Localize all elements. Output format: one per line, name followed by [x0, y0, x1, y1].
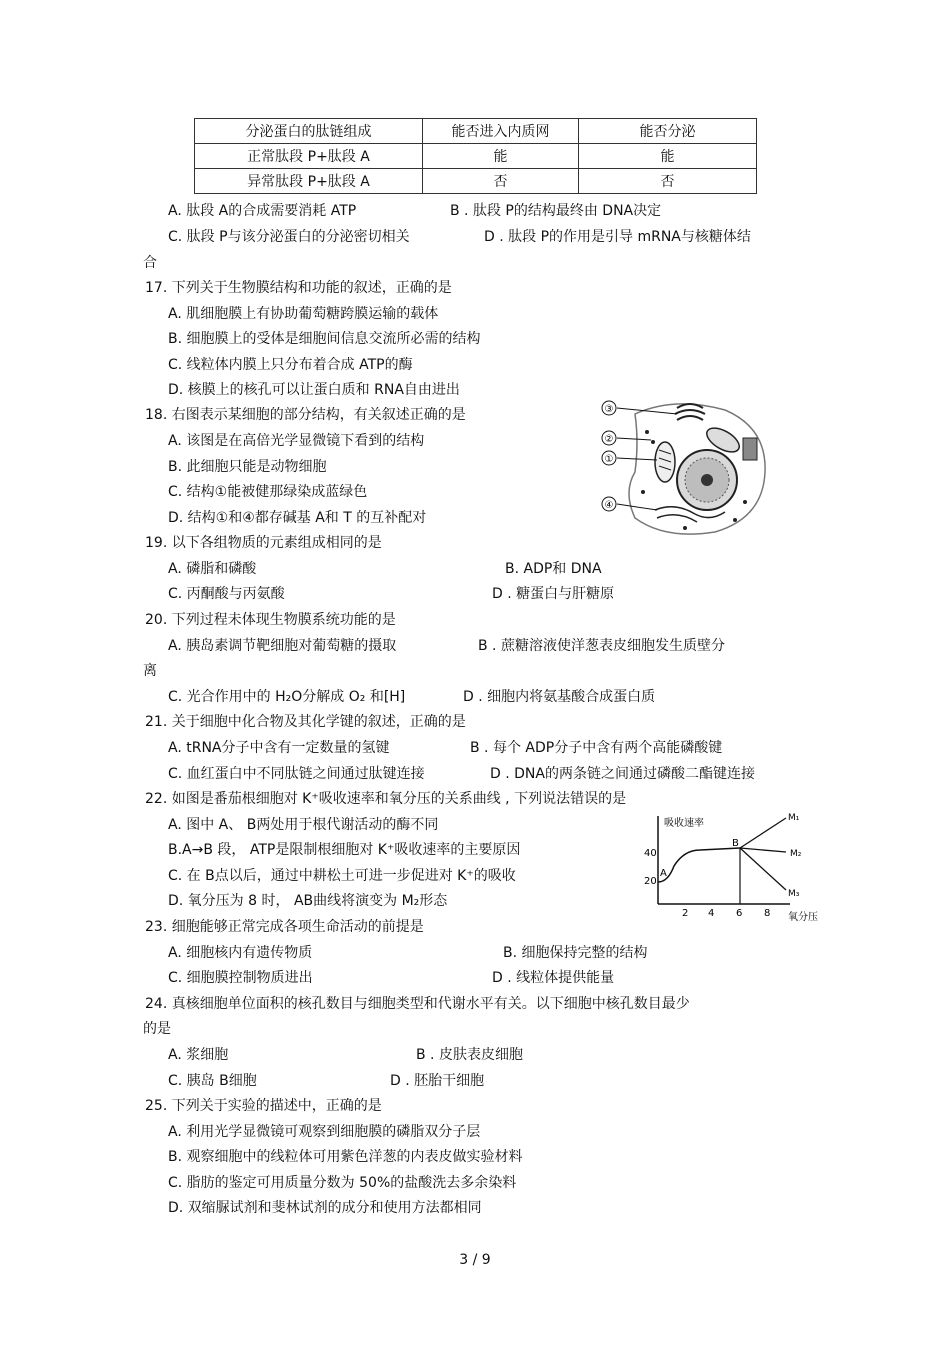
q19-option-a: A. 磷脂和磷酸: [168, 561, 257, 577]
cell-structure-figure: [595, 392, 775, 540]
y-axis-label: 吸收速率: [664, 818, 704, 829]
ribosome: [683, 526, 687, 530]
q23-option-b: B. 细胞保持完整的结构: [503, 945, 648, 961]
x-tick-label: 6: [736, 908, 743, 919]
ribosome: [651, 440, 655, 444]
q16-option-d: D . 肽段 P的作用是引导 mRNA与核糖体结: [484, 229, 751, 245]
q24-stem-cont: 的是: [143, 1021, 171, 1037]
q19-option-d: D . 糖蛋白与肝糖原: [492, 586, 615, 602]
ribosome: [645, 430, 649, 434]
q20-option-b-cont: 离: [143, 663, 157, 679]
q19-stem: 19. 以下各组物质的元素组成相同的是: [145, 535, 382, 551]
q18-stem: 18. 右图表示某细胞的部分结构，有关叙述正确的是: [145, 407, 466, 423]
golgi-apparatus: [675, 410, 705, 414]
m3-line: [740, 848, 786, 890]
leader-line: [617, 438, 651, 440]
q19-option-b: B. ADP和 DNA: [505, 561, 602, 577]
ribosome: [743, 500, 747, 504]
table-cell: 正常肽段 P+肽段 A: [195, 144, 423, 169]
q20-option-c: C. 光合作用中的 H₂O分解成 O₂ 和[H]: [168, 689, 406, 705]
q21-option-d: D . DNA的两条链之间通过磷酸二酯键连接: [490, 766, 755, 782]
m2-line: [740, 848, 786, 852]
m3-label: M₃: [788, 889, 800, 899]
fig-label-2: ②: [604, 434, 614, 445]
table-header: 能否进入内质网: [423, 119, 579, 144]
absorption-curve: [658, 848, 740, 882]
table-cell: 异常肽段 P+肽段 A: [195, 169, 423, 194]
fig-label-1: ①: [604, 454, 614, 465]
q16-option-a: A. 肽段 A的合成需要消耗 ATP: [168, 203, 357, 219]
q25-option-d: D. 双缩脲试剂和斐林试剂的成分和使用方法都相同: [168, 1200, 482, 1216]
q17-option-d: D. 核膜上的核孔可以让蛋白质和 RNA自由进出: [168, 382, 460, 398]
q16-option-b: B . 肽段 P的结构最终由 DNA决定: [450, 203, 662, 219]
nucleolus: [701, 474, 713, 486]
q17-option-a: A. 肌细胞膜上有协助葡萄糖跨膜运输的载体: [168, 306, 439, 322]
y-tick-label: 20: [644, 876, 657, 887]
q21-option-c: C. 血红蛋白中不同肽链之间通过肽键连接: [168, 766, 425, 782]
q19-option-c: C. 丙酮酸与丙氨酸: [168, 586, 285, 602]
page-number: 3 / 9: [459, 1252, 491, 1268]
q22-option-d: D. 氧分压为 8 时， AB曲线将演变为 M₂形态: [168, 893, 448, 909]
q16-option-c: C. 肽段 P与该分泌蛋白的分泌密切相关: [168, 229, 410, 245]
q18-option-b: B. 此细胞只能是动物细胞: [168, 459, 327, 475]
peptide-table: [194, 118, 757, 194]
leader-line: [617, 504, 657, 510]
q17-option-c: C. 线粒体内膜上只分布着合成 ATP的酶: [168, 357, 413, 373]
q24-option-c: C. 胰岛 B细胞: [168, 1073, 257, 1089]
golgi-apparatus: [677, 416, 703, 420]
m1-label: M₁: [788, 813, 800, 823]
q25-option-a: A. 利用光学显微镜可观察到细胞膜的磷脂双分子层: [168, 1124, 481, 1140]
absorption-rate-chart: [640, 810, 830, 922]
q25-option-c: C. 脂肪的鉴定可用质量分数为 50%的盐酸洗去多余染料: [168, 1175, 517, 1191]
q17-stem: 17. 下列关于生物膜结构和功能的叙述，正确的是: [145, 280, 452, 296]
q21-option-a: A. tRNA分子中含有一定数量的氢键: [168, 740, 390, 756]
q22-option-a: A. 图中 A、 B两处用于根代谢活动的酶不同: [168, 817, 439, 833]
q24-option-a: A. 浆细胞: [168, 1047, 229, 1063]
q20-option-a: A. 胰岛素调节靶细胞对葡萄糖的摄取: [168, 638, 397, 654]
q20-option-b: B . 蔗糖溶液使洋葱表皮细胞发生质壁分: [478, 638, 725, 654]
ribosome: [641, 490, 645, 494]
q24-option-d: D . 胚胎干细胞: [390, 1073, 485, 1089]
q22-option-c: C. 在 B点以后，通过中耕松土可进一步促进对 K⁺的吸收: [168, 868, 516, 884]
table-row: [195, 169, 757, 194]
q21-option-b: B . 每个 ADP分子中含有两个高能磷酸键: [470, 740, 723, 756]
ribosome: [733, 518, 737, 522]
m1-line: [740, 818, 786, 848]
q16-option-d-cont: 合: [143, 255, 157, 271]
table-cell: 能: [579, 144, 757, 169]
y-tick-label: 40: [644, 848, 657, 859]
centriole: [743, 438, 757, 460]
q23-option-a: A. 细胞核内有遗传物质: [168, 945, 313, 961]
q18-option-c: C. 结构①能被健那绿染成蓝绿色: [168, 484, 368, 500]
q25-stem: 25. 下列关于实验的描述中，正确的是: [145, 1098, 382, 1114]
point-a-label: A: [660, 868, 667, 879]
q23-option-d: D . 线粒体提供能量: [492, 970, 615, 986]
q23-stem: 23. 细胞能够正常完成各项生命活动的前提是: [145, 919, 424, 935]
m2-label: M₂: [790, 849, 802, 859]
point-b-label: B: [732, 838, 739, 849]
mitochondrion: [655, 442, 675, 482]
q22-option-b: B.A→B 段， ATP是限制根细胞对 K⁺吸收速率的主要原因: [168, 842, 521, 858]
x-tick-label: 4: [708, 908, 715, 919]
table-header: 能否分泌: [579, 119, 757, 144]
x-axis-label: 氧分压: [788, 912, 818, 922]
q23-option-c: C. 细胞膜控制物质进出: [168, 970, 313, 986]
table-cell: 能: [423, 144, 579, 169]
x-tick-label: 8: [764, 908, 771, 919]
q20-option-d: D . 细胞内将氨基酸合成蛋白质: [463, 689, 656, 705]
table-cell: 否: [423, 169, 579, 194]
x-tick-label: 2: [682, 908, 689, 919]
table-header: 分泌蛋白的肽链组成: [195, 119, 423, 144]
q24-stem: 24. 真核细胞单位面积的核孔数目与细胞类型和代谢水平有关。以下细胞中核孔数目最少: [145, 996, 690, 1012]
endoplasmic-reticulum: [657, 515, 697, 522]
table-row: [195, 144, 757, 169]
q18-option-a: A. 该图是在高倍光学显微镜下看到的结构: [168, 433, 425, 449]
q25-option-b: B. 观察细胞中的线粒体可用紫色洋葱的内表皮做实验材料: [168, 1149, 523, 1165]
table-cell: 否: [579, 169, 757, 194]
fig-label-4: ④: [604, 500, 614, 511]
q21-stem: 21. 关于细胞中化合物及其化学键的叙述，正确的是: [145, 714, 466, 730]
q18-option-d: D. 结构①和④都存碱基 A和 T 的互补配对: [168, 510, 427, 526]
table-header-row: [195, 119, 757, 144]
q22-stem: 22. 如图是番茄根细胞对 K⁺吸收速率和氧分压的关系曲线 , 下列说法错误的是: [145, 791, 627, 807]
q20-stem: 20. 下列过程未体现生物膜系统功能的是: [145, 612, 396, 628]
q17-option-b: B. 细胞膜上的受体是细胞间信息交流所必需的结构: [168, 331, 481, 347]
q24-option-b: B . 皮肤表皮细胞: [416, 1047, 523, 1063]
fig-label-3: ③: [604, 404, 614, 415]
